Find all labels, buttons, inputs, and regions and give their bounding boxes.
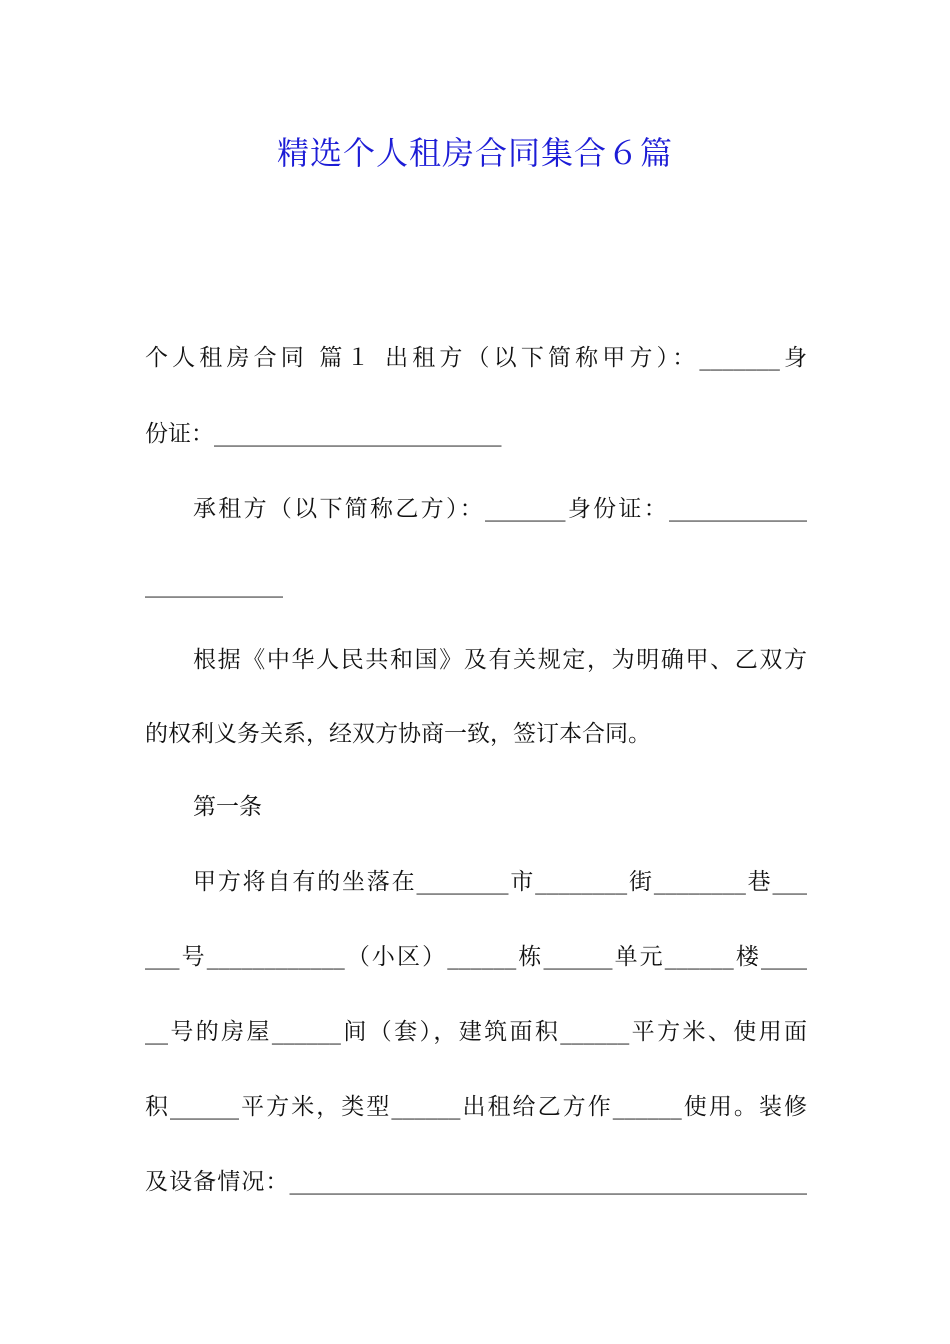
paragraph-line-9: ___号____________（小区）______栋______单元______楼____: [145, 944, 807, 970]
paragraph-line-6: 的权利义务关系，经双方协商一致，签订本合同。: [145, 721, 651, 747]
article-heading: 第一条: [193, 794, 262, 820]
paragraph-line-3: 承租方（以下简称乙方）：_______身份证：____________: [193, 496, 807, 522]
paragraph-line-1: 个人租房合同 篇１ 出租方（以下简称甲方）：_______身: [145, 345, 807, 371]
paragraph-line-12: 及设备情况：_____________________________________________: [145, 1169, 807, 1195]
paragraph-line-4: ____________: [145, 572, 283, 598]
paragraph-line-5: 根据《中华人民共和国》及有关规定，为明确甲、乙双方: [193, 647, 807, 673]
paragraph-line-10: __号的房屋______间（套），建筑面积______平方米、使用面: [145, 1019, 807, 1045]
document-title: 精选个人租房合同集合６篇: [276, 134, 673, 172]
paragraph-line-8: 甲方将自有的坐落在________市________街________巷___: [193, 869, 807, 895]
paragraph-line-2: 份证：_________________________: [145, 421, 502, 447]
paragraph-line-11: 积______平方米，类型______出租给乙方作______使用。装修: [145, 1094, 807, 1120]
